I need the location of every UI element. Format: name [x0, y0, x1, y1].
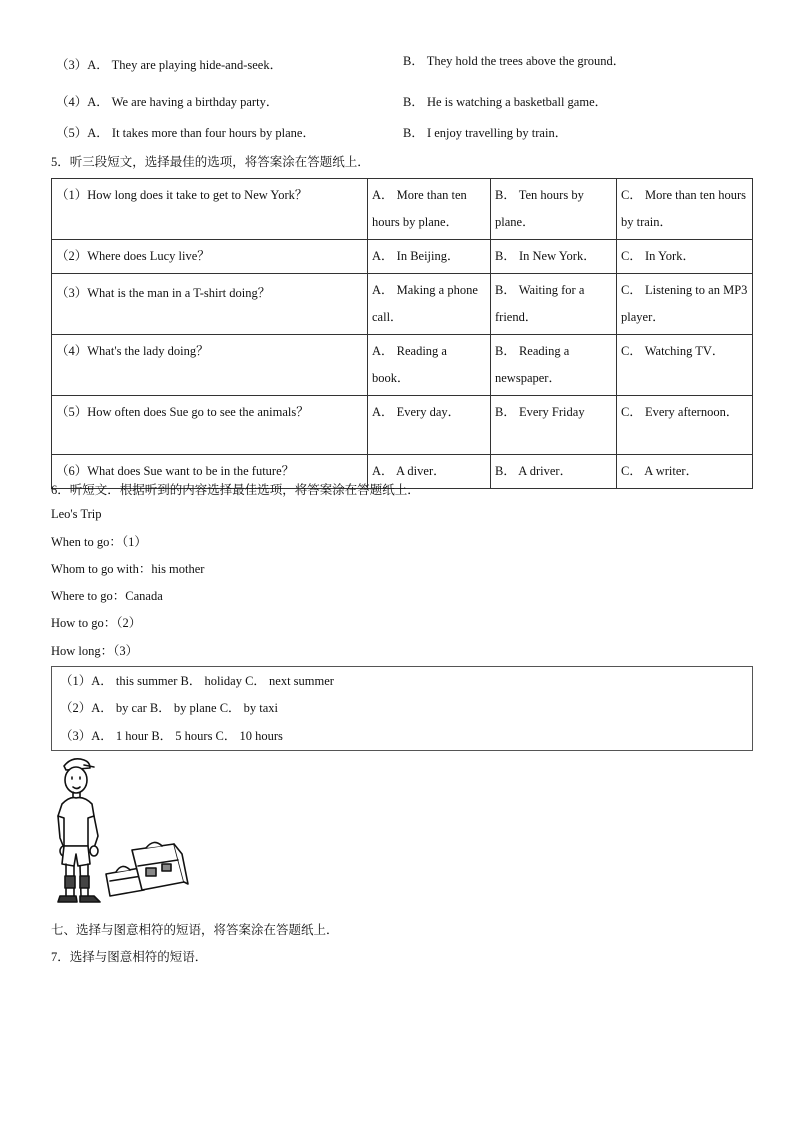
q6-line-where: Where to go：Canada [51, 589, 163, 603]
table-row [52, 179, 753, 240]
q4-option-4b: B． He is watching a basketball game． [403, 95, 608, 109]
q5-q4-option-a: A． Reading a book． [368, 335, 491, 396]
q5-q3-option-a: A． Making a phone call． [368, 274, 491, 335]
q5-instruction: 5．听三段短文，选择最佳的选项，将答案涂在答题纸上． [51, 155, 370, 169]
q6-instruction: 6．听短文．根据听到的内容选择最佳选项，将答案涂在答题纸上． [51, 483, 420, 497]
q5-q2-option-b: B． In New York． [491, 240, 617, 274]
q4-option-5b: B． I enjoy travelling by train． [403, 126, 568, 140]
q6-line-howlong: How long：（3） [51, 644, 139, 658]
q5-q2-option-c: C． In York． [617, 240, 753, 274]
q4-option-3b: B． They hold the trees above the ground． [403, 54, 626, 68]
q5-q6-option-b: B． A driver． [491, 455, 617, 489]
q5-q3-option-c: C． Listening to an MP3 player． [617, 274, 753, 335]
q5-q4-option-b: B． Reading a newspaper． [491, 335, 617, 396]
q7-instruction: 7．选择与图意相符的短语． [51, 950, 208, 964]
q5-q1-option-a: A． More than ten hours by plane． [368, 179, 491, 240]
section7-heading: 七、选择与图意相符的短语，将答案涂在答题纸上． [51, 923, 339, 937]
q5-q1-option-b: B． Ten hours by plane． [491, 179, 617, 240]
q6-line-when: When to go：（1） [51, 535, 147, 549]
q6-option-1: （1）A． this summer B． holiday C． next summer [60, 674, 334, 688]
q6-options-box [51, 666, 753, 751]
q5-question-2: （2）Where does Lucy live？ [52, 240, 368, 274]
q6-option-3: （3）A． 1 hour B． 5 hours C． 10 hours [60, 729, 283, 743]
table-row [52, 396, 753, 455]
q5-table [51, 178, 753, 489]
q5-q5-option-c: C． Every afternoon． [617, 396, 753, 455]
q5-q4-option-c: C． Watching TV． [617, 335, 753, 396]
q5-q3-option-b: B． Waiting for a friend． [491, 274, 617, 335]
boy-with-luggage-illustration [50, 756, 195, 908]
q5-question-3: （3）What is the man in a T-shirt doing？ [52, 274, 368, 335]
q5-q5-option-b: B． Every Friday [491, 396, 617, 455]
q5-question-4: （4）What's the lady doing？ [52, 335, 368, 396]
q5-q6-option-a: A． A diver． [368, 455, 491, 489]
q4-option-5a: （5）A． It takes more than four hours by plane． [56, 126, 315, 140]
q5-question-6: （6）What does Sue want to be in the future？ [52, 455, 368, 489]
q5-q6-option-c: C． A writer． [617, 455, 753, 489]
q5-q1-option-c: C． More than ten hours by train． [617, 179, 753, 240]
q5-q5-option-a: A． Every day． [368, 396, 491, 455]
q6-option-2: （2）A． by car B． by plane C． by taxi [60, 701, 279, 715]
q4-option-3a: （3）A． They are playing hide-and-seek． [56, 58, 283, 72]
q5-question-1: （1）How long does it take to get to New York？ [52, 179, 368, 240]
q6-title: Leo's Trip [51, 507, 102, 521]
q6-line-whom: Whom to go with：his mother [51, 562, 205, 576]
q5-question-5: （5）How often does Sue go to see the animals？ [52, 396, 368, 455]
table-row [52, 335, 753, 396]
q4-option-4a: （4）A． We are having a birthday party． [56, 95, 279, 109]
q5-q2-option-a: A． In Beijing． [368, 240, 491, 274]
table-row [52, 240, 753, 274]
q6-line-how: How to go：（2） [51, 616, 142, 630]
table-row [52, 274, 753, 335]
